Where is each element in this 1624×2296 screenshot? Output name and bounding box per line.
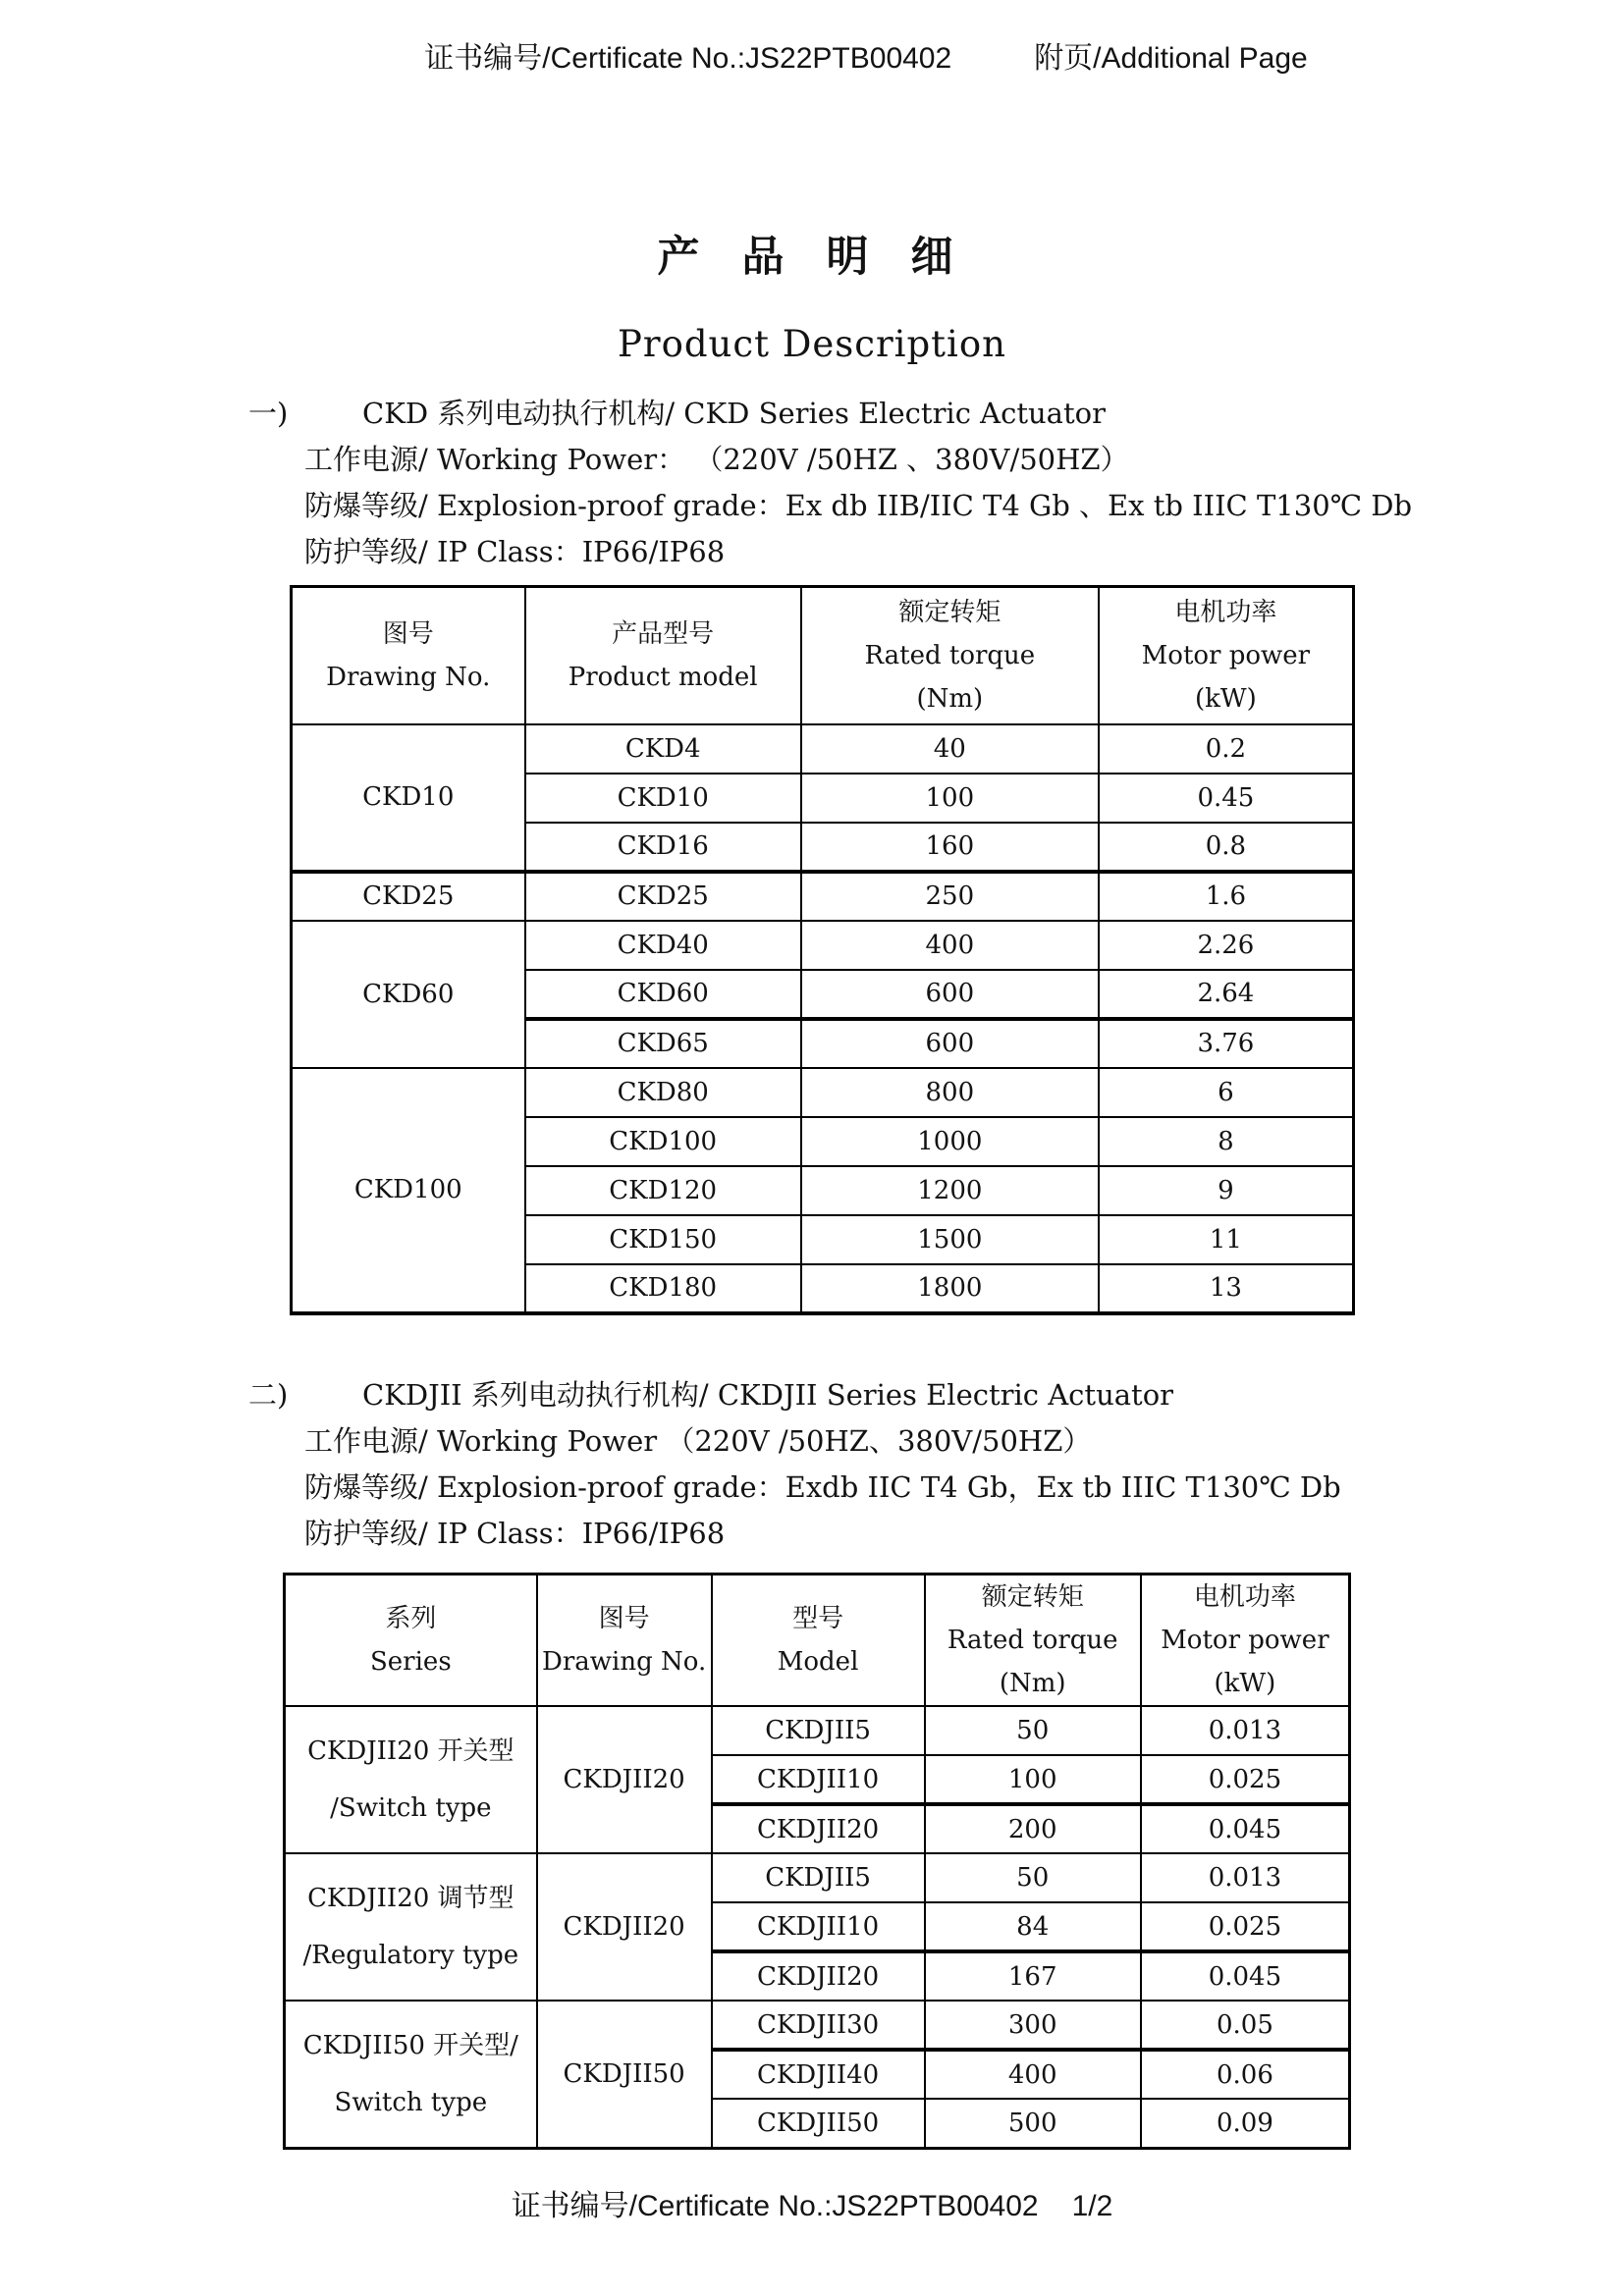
table-row bbox=[292, 921, 1354, 970]
col-label-en: Rated torque bbox=[864, 640, 1036, 670]
product-model-cell: CKD100 bbox=[525, 1117, 801, 1166]
series-line-2: Switch type bbox=[334, 2087, 488, 2117]
rated-torque-cell: 167 bbox=[925, 1951, 1141, 2001]
col-label-unit: (kW) bbox=[1195, 683, 1257, 714]
motor-power-cell: 2.64 bbox=[1099, 970, 1354, 1019]
product-model-cell: CKD40 bbox=[525, 921, 801, 970]
col-label-en: Motor power bbox=[1141, 640, 1311, 670]
model-cell: CKDJII40 bbox=[712, 2050, 925, 2099]
model-cell: CKDJII5 bbox=[712, 1853, 925, 1902]
col-label-zh: 图号 bbox=[382, 618, 434, 649]
model-cell: CKDJII30 bbox=[712, 2001, 925, 2050]
drawing-no-group-cell: CKDJII20 bbox=[537, 1853, 712, 2001]
col-label-zh: 图号 bbox=[598, 1603, 650, 1633]
rated-torque-cell: 1500 bbox=[801, 1215, 1099, 1264]
rated-torque-cell: 1200 bbox=[801, 1166, 1099, 1215]
motor-power-cell: 0.025 bbox=[1141, 1902, 1350, 1951]
rated-torque-cell: 50 bbox=[925, 1853, 1141, 1902]
motor-power-cell: 1.6 bbox=[1099, 872, 1354, 921]
section-2-working-power: 工作电源/ Working Power （220V /50HZ、380V/50HZ） bbox=[304, 1423, 1092, 1458]
product-model-cell: CKD4 bbox=[525, 724, 801, 774]
table-row bbox=[285, 1706, 1350, 1755]
document-footer bbox=[0, 2181, 1624, 2224]
table-row bbox=[292, 724, 1354, 774]
table2-col-model bbox=[712, 1574, 925, 1706]
section-1-heading: CKD 系列电动执行机构/ CKD Series Electric Actuator bbox=[362, 397, 1106, 430]
section-2-heading: CKDJII 系列电动执行机构/ CKDJII Series Electric Actuator bbox=[362, 1377, 1174, 1412]
series-group-cell bbox=[285, 2001, 537, 2148]
model-cell: CKDJII5 bbox=[712, 1706, 925, 1755]
motor-power-cell: 0.06 bbox=[1141, 2050, 1350, 2099]
col-label-zh: 额定转矩 bbox=[898, 597, 1001, 627]
section-1-explosion-proof: 防爆等级/ Explosion-proof grade：Ex db IIB/IIC T4 Gb 、Ex tb IIIC T130℃ Db bbox=[304, 489, 1413, 522]
drawing-no-group-cell: CKD100 bbox=[292, 1068, 525, 1313]
motor-power-cell: 8 bbox=[1099, 1117, 1354, 1166]
ckd-series-table bbox=[290, 585, 1355, 1315]
col-label-zh: 电机功率 bbox=[1174, 597, 1277, 627]
model-cell: CKDJII20 bbox=[712, 1804, 925, 1853]
motor-power-cell: 11 bbox=[1099, 1215, 1354, 1264]
motor-power-cell: 0.013 bbox=[1141, 1706, 1350, 1755]
rated-torque-cell: 84 bbox=[925, 1902, 1141, 1951]
series-group-cell bbox=[285, 1706, 537, 1853]
section-1-heading-row bbox=[248, 391, 1624, 437]
motor-power-cell: 0.09 bbox=[1141, 2099, 1350, 2148]
series-line-1: CKDJII20 调节型 bbox=[307, 1884, 514, 1913]
section-2-explosion-proof: 防爆等级/ Explosion-proof grade：Exdb IIC T4 Gb，Ex tb IIIC T130℃ Db bbox=[304, 1469, 1341, 1504]
page-title-en: Product Description bbox=[617, 323, 1006, 365]
motor-power-cell: 3.76 bbox=[1099, 1019, 1354, 1068]
drawing-no-group-cell: CKDJII20 bbox=[537, 1706, 712, 1853]
rated-torque-cell: 250 bbox=[801, 872, 1099, 921]
motor-power-cell: 13 bbox=[1099, 1264, 1354, 1313]
series-line-2: /Regulatory type bbox=[302, 1941, 519, 1970]
motor-power-cell: 2.26 bbox=[1099, 921, 1354, 970]
drawing-no-group-cell: CKDJII50 bbox=[537, 2001, 712, 2148]
motor-power-cell: 0.045 bbox=[1141, 1804, 1350, 1853]
motor-power-cell: 0.013 bbox=[1141, 1853, 1350, 1902]
rated-torque-cell: 300 bbox=[925, 2001, 1141, 2050]
product-model-cell: CKD65 bbox=[525, 1019, 801, 1068]
table-row bbox=[285, 2001, 1350, 2050]
product-model-cell: CKD120 bbox=[525, 1166, 801, 1215]
model-cell: CKDJII20 bbox=[712, 1951, 925, 2001]
section-2-ip-class: 防护等级/ IP Class：IP66/IP68 bbox=[304, 1516, 726, 1550]
product-model-cell: CKD80 bbox=[525, 1068, 801, 1117]
rated-torque-cell: 200 bbox=[925, 1804, 1141, 1853]
rated-torque-cell: 600 bbox=[801, 1019, 1099, 1068]
section-1-index: 一) bbox=[248, 397, 289, 430]
table1-col-rated-torque bbox=[801, 587, 1099, 724]
series-group-cell bbox=[285, 1853, 537, 2001]
table1-col-product-model bbox=[525, 587, 801, 724]
table1-col-drawing-no bbox=[292, 587, 525, 724]
col-label-zh: 产品型号 bbox=[612, 618, 715, 649]
product-model-cell: CKD16 bbox=[525, 823, 801, 872]
rated-torque-cell: 160 bbox=[801, 823, 1099, 872]
drawing-no-group-cell: CKD10 bbox=[292, 724, 525, 872]
product-model-cell: CKD180 bbox=[525, 1264, 801, 1313]
col-label-en: Motor power bbox=[1161, 1625, 1329, 1655]
model-cell: CKDJII10 bbox=[712, 1755, 925, 1804]
motor-power-cell: 0.2 bbox=[1099, 724, 1354, 774]
header-additional-page-label: 附页/Additional Page bbox=[1034, 42, 1308, 75]
product-model-cell: CKD10 bbox=[525, 774, 801, 823]
rated-torque-cell: 400 bbox=[801, 921, 1099, 970]
col-label-zh: 系列 bbox=[385, 1603, 437, 1633]
col-label-en: Model bbox=[777, 1646, 859, 1677]
table-row bbox=[292, 872, 1354, 921]
table2-col-series bbox=[285, 1574, 537, 1706]
page-title-zh: 产 品 明 细 bbox=[657, 233, 967, 282]
table-row bbox=[285, 1853, 1350, 1902]
rated-torque-cell: 500 bbox=[925, 2099, 1141, 2148]
col-label-unit: (kW) bbox=[1214, 1668, 1276, 1698]
rated-torque-cell: 100 bbox=[925, 1755, 1141, 1804]
section-ckdjii-series bbox=[0, 1372, 1624, 1557]
rated-torque-cell: 40 bbox=[801, 724, 1099, 774]
rated-torque-cell: 800 bbox=[801, 1068, 1099, 1117]
rated-torque-cell: 600 bbox=[801, 970, 1099, 1019]
section-2-index: 二) bbox=[248, 1377, 289, 1412]
col-label-en: Drawing No. bbox=[326, 662, 491, 692]
model-cell: CKDJII50 bbox=[712, 2099, 925, 2148]
motor-power-cell: 0.025 bbox=[1141, 1755, 1350, 1804]
rated-torque-cell: 400 bbox=[925, 2050, 1141, 2099]
col-label-zh: 额定转矩 bbox=[981, 1581, 1084, 1612]
motor-power-cell: 0.045 bbox=[1141, 1951, 1350, 2001]
product-model-cell: CKD150 bbox=[525, 1215, 801, 1264]
col-label-unit: (Nm) bbox=[999, 1668, 1066, 1698]
col-label-zh: 型号 bbox=[792, 1603, 844, 1633]
table1-col-motor-power bbox=[1099, 587, 1354, 724]
rated-torque-cell: 1000 bbox=[801, 1117, 1099, 1166]
table-row bbox=[292, 1068, 1354, 1117]
series-line-2: /Switch type bbox=[330, 1793, 492, 1823]
motor-power-cell: 9 bbox=[1099, 1166, 1354, 1215]
rated-torque-cell: 100 bbox=[801, 774, 1099, 823]
document-header bbox=[54, 0, 1624, 77]
section-ckd-series bbox=[0, 391, 1624, 575]
motor-power-cell: 0.45 bbox=[1099, 774, 1354, 823]
product-model-cell: CKD60 bbox=[525, 970, 801, 1019]
col-label-zh: 电机功率 bbox=[1193, 1581, 1296, 1612]
model-cell: CKDJII10 bbox=[712, 1902, 925, 1951]
table1-header-row bbox=[292, 587, 1354, 724]
ckdjii-series-table bbox=[283, 1573, 1351, 2150]
table2-col-drawing-no bbox=[537, 1574, 712, 1706]
series-line-1: CKDJII50 开关型/ bbox=[302, 2030, 518, 2060]
section-1-working-power: 工作电源/ Working Power： （220V /50HZ 、380V/50HZ） bbox=[304, 443, 1129, 476]
col-label-en: Drawing No. bbox=[542, 1646, 707, 1677]
header-certificate-no: 证书编号/Certificate No.:JS22PTB00402 bbox=[424, 42, 952, 75]
drawing-no-group-cell: CKD60 bbox=[292, 921, 525, 1068]
table2-header-row bbox=[285, 1574, 1350, 1706]
section-2-heading-row bbox=[248, 1372, 1624, 1418]
section-1-ip-class: 防护等级/ IP Class：IP66/IP68 bbox=[304, 535, 726, 568]
col-label-en: Rated torque bbox=[947, 1625, 1118, 1655]
footer-page-number: 1/2 bbox=[1071, 2190, 1113, 2222]
footer-certificate-no: 证书编号/Certificate No.:JS22PTB00402 bbox=[511, 2190, 1039, 2222]
rated-torque-cell: 1800 bbox=[801, 1264, 1099, 1313]
motor-power-cell: 6 bbox=[1099, 1068, 1354, 1117]
rated-torque-cell: 50 bbox=[925, 1706, 1141, 1755]
drawing-no-group-cell: CKD25 bbox=[292, 872, 525, 921]
product-model-cell: CKD25 bbox=[525, 872, 801, 921]
table2-col-motor-power bbox=[1141, 1574, 1350, 1706]
motor-power-cell: 0.8 bbox=[1099, 823, 1354, 872]
col-label-en: Product model bbox=[568, 662, 758, 692]
col-label-unit: (Nm) bbox=[916, 683, 984, 714]
series-line-1: CKDJII20 开关型 bbox=[307, 1736, 514, 1766]
col-label-en: Series bbox=[369, 1646, 452, 1677]
table2-col-rated-torque bbox=[925, 1574, 1141, 1706]
motor-power-cell: 0.05 bbox=[1141, 2001, 1350, 2050]
